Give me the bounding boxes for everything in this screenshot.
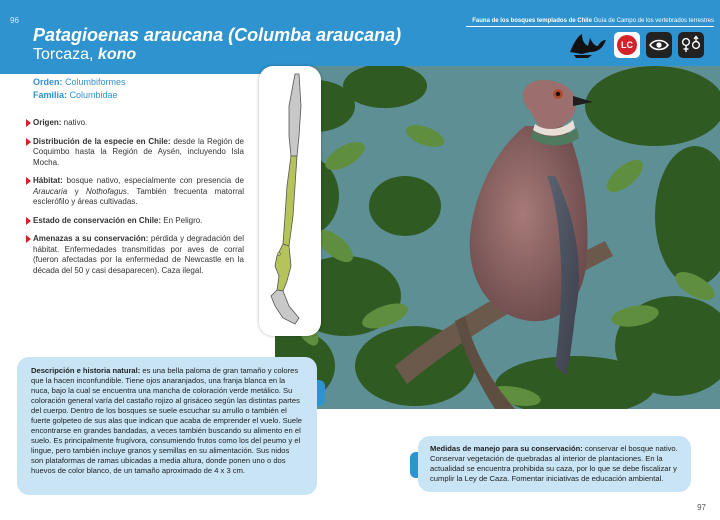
common-name-text: Torcaza, xyxy=(33,46,98,63)
origin-value: nativo. xyxy=(61,118,88,127)
page-number-top: 96 xyxy=(10,16,19,25)
page-number-bottom: 97 xyxy=(697,503,706,512)
scientific-name: Patagioenas araucana (Columba araucana) xyxy=(33,25,402,45)
habitat-and: y xyxy=(67,186,86,196)
order-value: Columbiformes xyxy=(65,77,126,87)
conservation-status-badge xyxy=(614,32,640,58)
dove-photo xyxy=(275,66,720,409)
description-tab xyxy=(317,380,325,406)
header-rule xyxy=(466,26,714,27)
facts-list xyxy=(26,118,244,284)
status-badges xyxy=(568,32,704,58)
habitat-value-b: . También frecuenta matorral esclerófilo y áreas cultivadas. xyxy=(33,186,244,206)
eye-icon xyxy=(646,32,672,58)
running-title-bold: Fauna de los bosques templados de Chile xyxy=(472,18,592,24)
family-label: Familia: xyxy=(33,90,68,100)
fact-threats xyxy=(26,234,244,276)
fact-conservation xyxy=(26,216,244,227)
local-name: kono xyxy=(97,46,137,63)
management-tab xyxy=(410,452,418,478)
distribution-label: Distribución de la especie en Chile: xyxy=(33,136,171,146)
conservation-label: Estado de conservación en Chile: xyxy=(33,215,162,225)
bird-silhouette-icon xyxy=(568,32,608,58)
lc-label: LC xyxy=(617,35,637,55)
distribution-map xyxy=(259,66,321,336)
management-text: conservar el bosque nativo. Conservar vegetación de quebradas al interior de plantaciones. En la actualidad se encuentra prohibida su caza, por lo que se debe fiscalizar y cumplir la Ley de Caza. Fomentar iniciativas de educación ambiental. xyxy=(430,444,678,483)
management-box xyxy=(418,436,691,492)
origin-label: Origen: xyxy=(33,118,62,127)
conservation-value: En Peligro. xyxy=(161,215,203,225)
fact-origin xyxy=(26,118,244,129)
fact-habitat xyxy=(26,176,244,208)
family-line xyxy=(33,89,126,102)
taxonomy xyxy=(33,76,126,102)
common-name xyxy=(33,46,136,64)
running-title-rest: Guía de Campo de los vertebrados terrestres xyxy=(591,18,714,24)
habitat-nothofagus: Nothofagus xyxy=(85,186,127,196)
fact-distribution xyxy=(26,137,244,169)
threats-value: pérdida y degradación del hábitat. Enfermedades transmitidas por aves de corral (fueron afectadas por la enfermedad de Newcastle en la década del 50 y casi desaparecen). Caza ilegal. xyxy=(33,234,244,275)
description-text: es una bella paloma de gran tamaño y colores que la hacen inconfundible. Tiene ojos anaranjados, una franja blanca en la nuca, bajo la cual se encuentra una mancha de coloración verde metálico. Su coloración general varía del castaño rojizo al grisáceo según las distintas partes del cuerpo. Dentro de los bosques se suele escuchar su arrullo o también el fuerte golpeteo de sus alas que indican que acaba de emprender el vuelo. Suele encontrarse en grandes bandadas, a veces también buscando su alimento en el suelo. Es principalmente frugívora, consumiendo frutos como los del peumo y el lingue, pero también incluye granos y semillas en su alimentación. Sus nidos son plataformas de ramas ubicadas a media altura, donde ponen uno o dos huevos de color blanco, de un tamaño aproximado de 4 x 3 cm. xyxy=(31,366,303,475)
order-label: Orden: xyxy=(33,77,63,87)
family-value: Columbidae xyxy=(69,90,118,100)
distribution-value: desde la Región de Coquimbo hasta la Región de Aysén, incluyendo Isla Mocha. xyxy=(33,136,245,167)
description-label: Descripción e historia natural: xyxy=(31,366,141,375)
habitat-label: Hábitat: xyxy=(33,176,63,185)
threats-label: Amenazas a su conservación: xyxy=(33,234,149,243)
management-label: Medidas de manejo para su conservación: xyxy=(430,444,583,453)
habitat-value-a: bosque nativo, especialmente con presencia de xyxy=(62,176,244,185)
description-box xyxy=(17,357,317,495)
running-title xyxy=(472,18,714,24)
order-line xyxy=(33,76,126,89)
habitat-araucaria: Araucaria xyxy=(33,186,68,196)
male-female-icon xyxy=(678,32,704,58)
